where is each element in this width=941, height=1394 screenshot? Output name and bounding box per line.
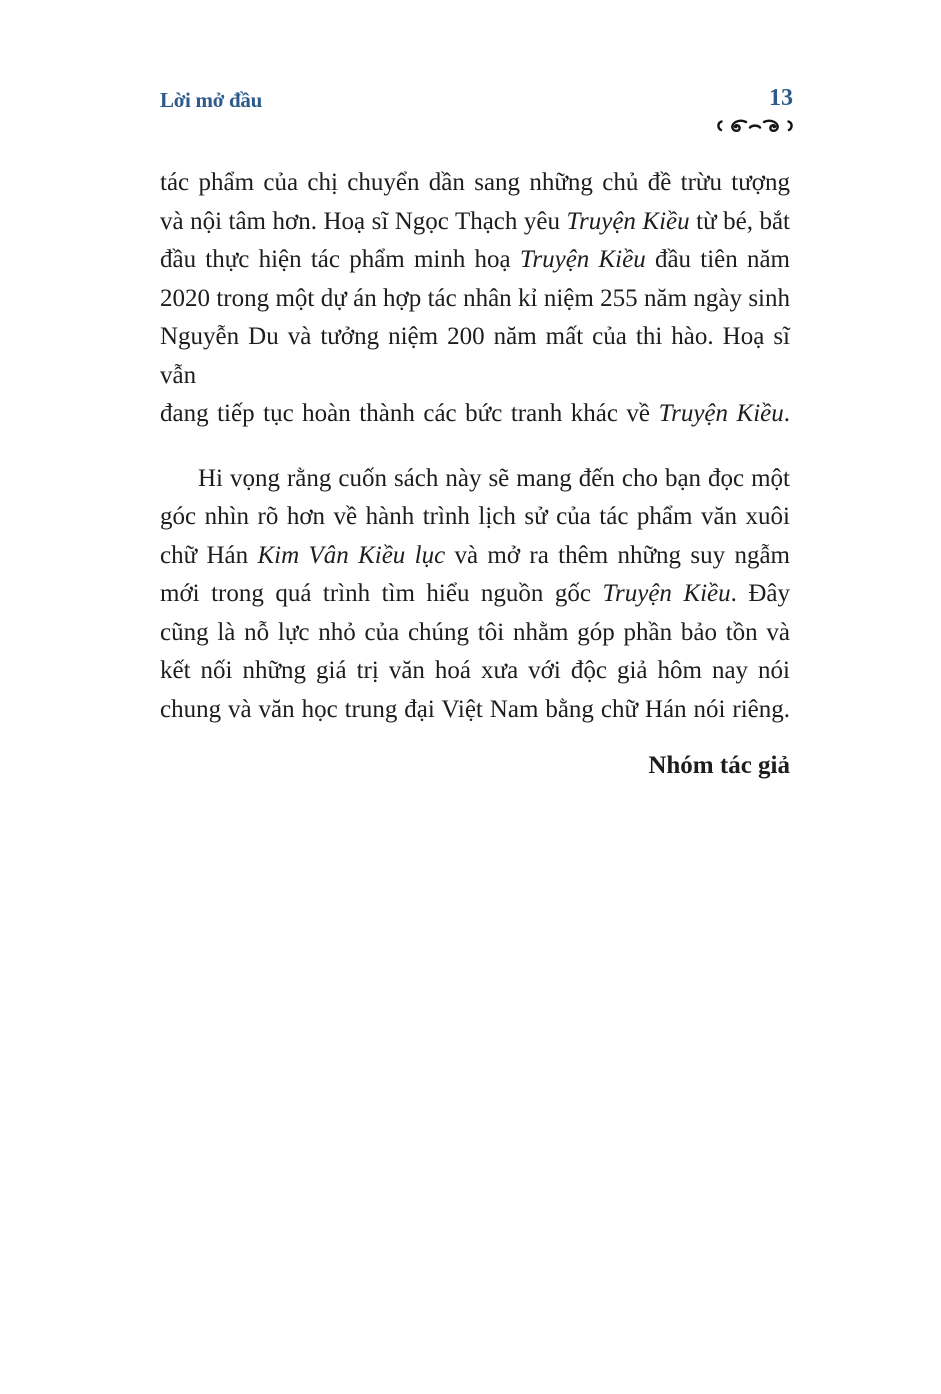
text-run: chữ Hán — [160, 541, 258, 569]
text-line — [160, 498, 790, 537]
running-header — [160, 85, 793, 118]
text-run: góc nhìn rõ hơn về hành trình lịch sử của tác phẩm văn xuôi — [160, 503, 790, 530]
paragraph-1 — [160, 164, 790, 434]
text-line — [160, 241, 790, 280]
text-run: cũng là nỗ lực nhỏ của chúng tôi nhằm góp phần bảo tồn và — [160, 618, 790, 646]
author-signature: Nhóm tác giả — [648, 752, 790, 779]
text-line — [160, 203, 790, 242]
paragraph-2 — [160, 460, 790, 730]
italic-title-text: Kim Vân Kiều lục — [257, 541, 446, 569]
text-line — [160, 614, 790, 653]
text-line — [160, 164, 790, 203]
text-run: kết nối những giá trị văn hoá xưa với độc giả hôm nay nói — [160, 657, 790, 684]
italic-title-text: Truyện Kiều — [602, 580, 731, 607]
text-run: mới trong quá trình tìm hiểu nguồn gốc — [160, 580, 603, 607]
italic-title-text: Truyện Kiều — [519, 246, 646, 273]
text-line — [160, 691, 790, 730]
text-run: . — [783, 400, 790, 427]
text-run: đầu tiên năm — [645, 246, 790, 273]
body-text — [160, 164, 790, 786]
text-run: đang tiếp tục hoàn thành các bức tranh khác về — [160, 400, 659, 427]
italic-title-text: Truyện Kiều — [566, 207, 690, 235]
page-number: 13 — [769, 85, 793, 111]
text-line — [160, 280, 790, 319]
text-run: Hi vọng rằng cuốn sách này sẽ mang đến cho bạn đọc một — [198, 464, 790, 492]
text-run: chung và văn học trung đại Việt Nam bằng chữ Hán nói riêng. — [160, 695, 790, 723]
text-run: tác phẩm của chị chuyển dần sang những chủ đề trừu tượng — [160, 169, 790, 196]
text-line — [160, 537, 790, 576]
text-run: và nội tâm hơn. Hoạ sĩ Ngọc Thạch yêu — [160, 207, 567, 235]
italic-title-text: Truyện Kiều — [658, 400, 784, 427]
flourish-ornament-icon — [716, 117, 794, 135]
text-line — [160, 652, 790, 691]
text-line — [160, 318, 790, 395]
text-line — [160, 575, 790, 614]
text-run: đầu thực hiện tác phẩm minh hoạ — [160, 246, 520, 273]
text-run: Nguyễn Du và tưởng niệm 200 năm mất của thi hào. Hoạ sĩ vẫn — [160, 323, 790, 389]
text-run: . Đây — [730, 580, 791, 607]
text-run: từ bé, bắt — [689, 207, 790, 235]
text-line — [160, 395, 790, 434]
text-run: và mở ra thêm những suy ngẫm — [445, 541, 790, 569]
text-line — [160, 460, 790, 499]
text-run: 2020 trong một dự án hợp tác nhân kỉ niệm 255 năm ngày sinh — [160, 284, 790, 312]
section-title: Lời mở đầu — [160, 88, 262, 112]
